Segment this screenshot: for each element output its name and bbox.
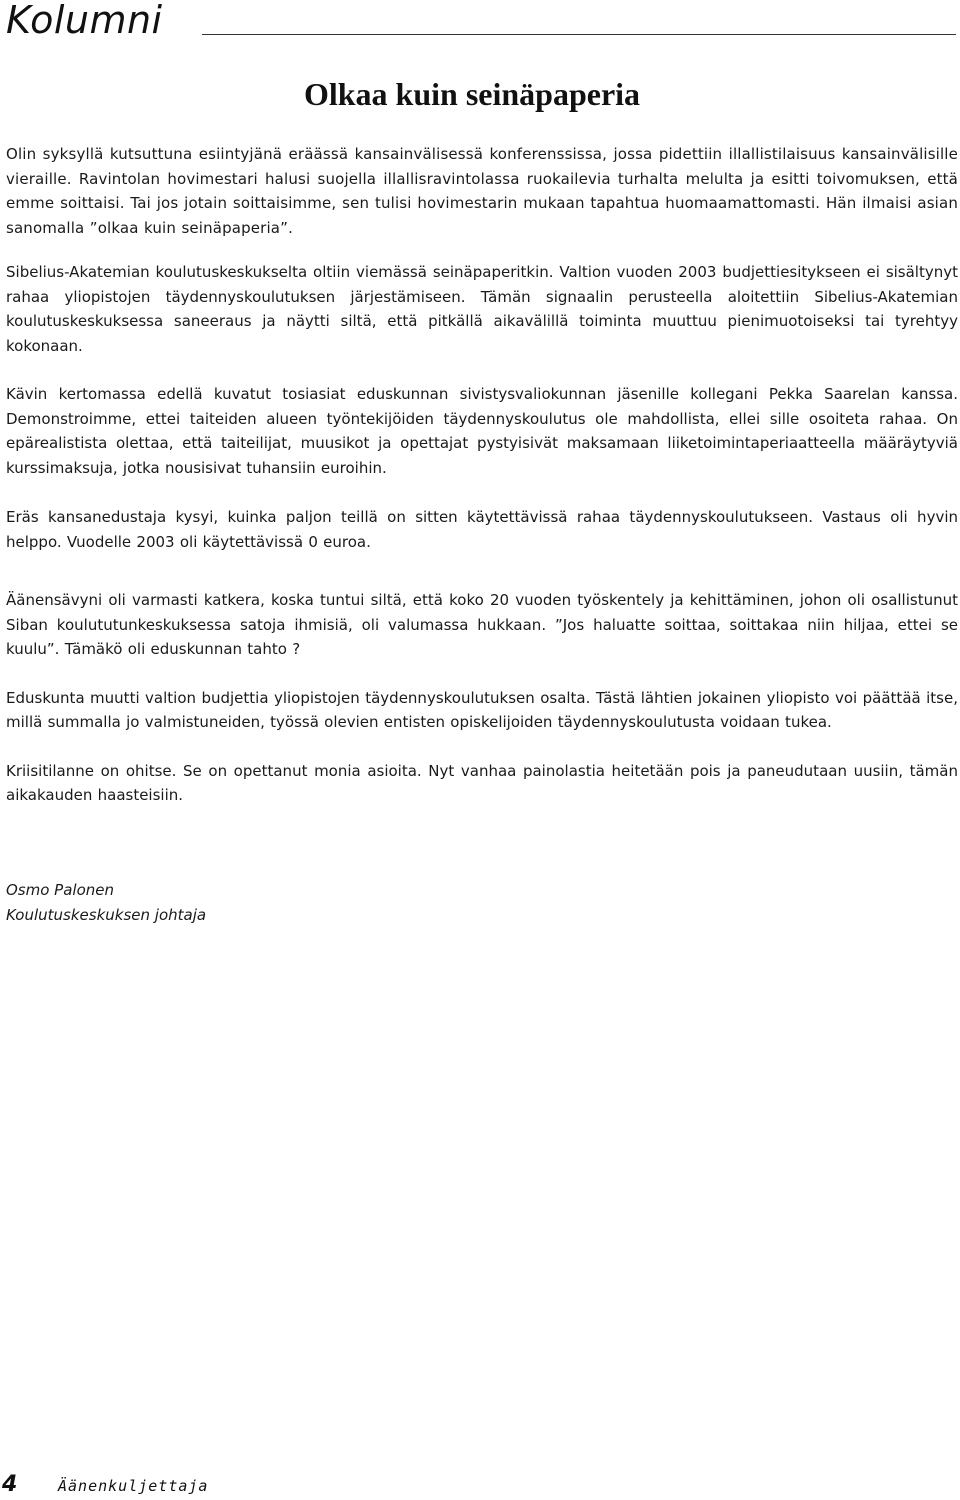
author-name: Osmo Palonen (6, 881, 115, 899)
section-header (6, 0, 956, 44)
paragraph-6: Eduskunta muutti valtion budjettia yliopistojen täydennyskoulutuksen osalta. Tästä lähtien jokainen yliopisto voi päättää itse, millä summalla jo valmistuneiden, työssä olevien entisten opiskelijoiden täydennyskoulutusta voidaan tukea. (6, 688, 958, 731)
paragraph-2: Sibelius-Akatemian koulutuskeskukselta oltiin viemässä seinäpaperitkin. Valtion vuoden 2003 budjettiesitykseen ei sisältynyt rahaa yliopistojen täydennyskoulutuksen järjestämiseen. Tämän signaalin perusteella aloitettiin Sibelius-Akatemian koulutuskeskuksessa saneeraus ja näytti siltä, että pitkällä aikavälillä toiminta muuttuu pienimuotoiseksi tai tyrehtyy kokonaan. (6, 263, 958, 355)
paragraph-5: Äänensävyni oli varmasti katkera, koska tuntui siltä, että koko 20 vuoden työskentely ja kehittäminen, johon oli osallistunut Siban koulututunkeskuksessa satoja ihmisiä, oli valumassa hukkaan. ”Jos haluatte soittaa, soittakaa niin hiljaa, ettei se kuulu”. Tämäkö oli eduskunnan tahto ? (6, 591, 958, 658)
paragraph-4: Eräs kansanedustaja kysyi, kuinka paljon teillä on sitten käytettävissä rahaa täydennyskoulutukseen. Vastaus oli hyvin helppo. Vuodelle 2003 oli käytettävissä 0 euroa. (6, 508, 958, 551)
paragraph-1: Olin syksyllä kutsuttuna esiintyjänä eräässä kansainvälisessä konferenssissa, jossa pidettiin illallistilaisuus kansainvälisille vieraille. Ravintolan hovimestari halusi suojella illallisravintolassa ruokailevia turhalta melulta ja esitti toivomuksen, että emme soittaisi. Tai jos jotain soittaisimme, sen tulisi hovimestarin mukaan tapahtua huomaamattomasti. Hän ilmaisi asian sanomalla ”olkaa kuin seinäpaperia”. (6, 145, 958, 237)
paragraph-7: Kriisitilanne on ohitse. Se on opettanut monia asioita. Nyt vanhaa painolastia heitetään pois ja paneudutaan uusiin, tämän aikakauden haasteisiin. (6, 761, 958, 804)
article-title (0, 74, 944, 114)
paragraph-3: Kävin kertomassa edellä kuvatut tosiasiat eduskunnan sivistysvaliokunnan jäsenille kollegani Pekka Saarelan kanssa. Demonstroimme, ettei taiteiden alueen työntekijöiden täydennyskoulutus ole mahdollista, ellei sille osoiteta rahaa. On epärealististа olettaa, että taiteilijat, muusikot ja opettajat pystyisivät maksamaan liiketoimintaperiaatteella määräytyviä kurssimaksuja, jotka nousisivat tuhansiin euroihin. (6, 385, 958, 477)
author-signature (6, 878, 206, 928)
section-label: Kolumni (6, 0, 163, 42)
article-title-text: Olkaa kuin seinäpaperia (303, 76, 641, 112)
author-role: Koulutuskeskuksen johtaja (6, 906, 207, 924)
publication-name: Äänenkuljettaja (58, 1477, 209, 1495)
header-rule (202, 34, 956, 35)
page-number: 4 (2, 1472, 18, 1497)
page-footer (2, 1470, 402, 1500)
article-body (6, 142, 958, 832)
